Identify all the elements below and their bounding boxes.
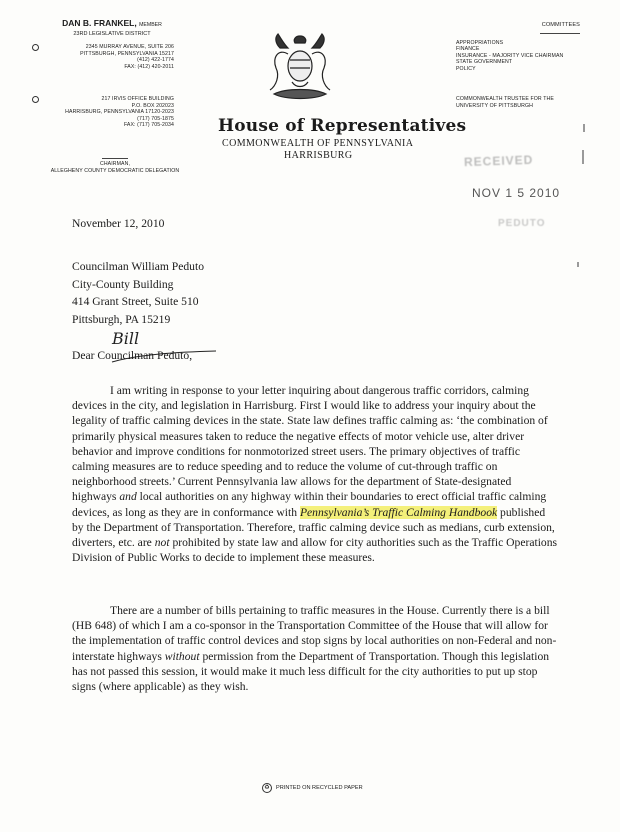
recipient-street: 414 Grant Street, Suite 510: [72, 295, 199, 308]
committee-item: STATE GOVERNMENT: [456, 59, 513, 66]
recipient-address: [72, 258, 204, 328]
capitol-office-address: [44, 96, 174, 129]
fax-line: FAX: (717) 705-2034: [123, 122, 174, 129]
stamp-received-text: RECEIVED: [463, 152, 534, 170]
chairman-block: [30, 158, 200, 174]
address-line: 2345 MURRAY AVENUE, SUITE 206: [85, 44, 174, 50]
address-line: PITTSBURGH, PENNSYLVANIA 15217: [80, 50, 174, 57]
committee-item: APPROPRIATIONS: [456, 39, 504, 46]
received-stamp: [458, 152, 568, 242]
recipient-name: Councilman William Peduto: [72, 260, 204, 273]
p1-text-end: prohibited by state law and allow for city authorities such as the Traffic Operations Division of Public Works to decide to implement these measures.: [72, 536, 558, 565]
fax-line: FAX: (412) 420-2011: [124, 63, 174, 70]
p1-text-middle: local authorities on any highway within their boundaries to erect official traffic calming devices, as long as they are in conformance with: [72, 490, 547, 519]
letter-date: November 12, 2010: [72, 217, 165, 230]
trustee-line: COMMONWEALTH TRUSTEE FOR THE: [456, 96, 554, 102]
scan-mark: [583, 124, 585, 132]
committee-item: POLICY: [456, 65, 476, 72]
divider: [540, 33, 580, 34]
phone-line: (412) 422-1774: [137, 57, 174, 64]
salutation: Dear Councilman Peduto,: [72, 349, 193, 362]
highlighted-handbook-title: Pennsylvania’s Traffic Calming Handbook: [299, 505, 498, 519]
stamp-office-text: PEDUTO: [498, 218, 546, 229]
letterhead-commonwealth: COMMONWEALTH OF PENNSYLVANIA: [222, 138, 414, 149]
member-header: DAN B. FRANKEL, MEMBER 23RD LEGISLATIVE DISTRICT: [42, 18, 182, 38]
p1-text: I am writing in response to your letter inquiring about dangerous traffic corridors, calming devices in the city, and legislation in Harrisburg. First I would like to address your inquiry about the legality of traffic calming devices in the state. State law defines traffic calming as: ‘the combination of primarily physical measures taken to reduce the negative effects of motor vehicle use, alter driver behavior and improve conditions for nonmotorized street users. The primary objectives of traffic calming measures are to reduce speeding and to reduce the volume of cut-through traffic on neighborhood streets.’ Current Pennsylvania law allows for the department of State-designated highways: [72, 384, 548, 504]
p2-text: There are a number of bills pertaining to traffic measures in the House. Currently there is a bill (HB 648) of which I am a co-sponsor in the Transportation Committee of the House that will allow for the implementation of traffic control devices and stop signs by local authorities on non-Federal and non-interstate highways: [72, 604, 557, 663]
divider: [102, 158, 128, 159]
committees-list: [456, 40, 586, 73]
trustee-block: [456, 96, 586, 109]
committees-heading: COMMITTEES: [541, 22, 580, 28]
pennsylvania-seal-icon: [262, 30, 338, 110]
p1-emphasis-and: and: [119, 490, 137, 504]
address-line: 217 IRVIS OFFICE BUILDING: [101, 96, 174, 102]
recipient-city: Pittsburgh, PA 15219: [72, 312, 171, 326]
phone-line: (717) 705-1875: [137, 115, 174, 122]
chairman-title: CHAIRMAN,: [99, 161, 130, 167]
p2-text-after: permission from the Department of Transportation. Though this legislation has not passed this session, it would make it much less difficult for the city authorities to put up stop signs (where applicable) as they wish.: [72, 649, 550, 694]
footer-text: PRINTED ON RECYCLED PAPER: [276, 785, 363, 791]
p1-text-after: published by the Department of Transportation. Therefore, traffic calming device such as medians, curb extension, diverters, etc. are: [72, 505, 555, 550]
recycle-icon: ♻: [262, 783, 272, 793]
address-line: P.O. BOX 202023: [131, 102, 174, 109]
committee-item: FINANCE: [456, 46, 480, 53]
member-name: DAN B. FRANKEL: [62, 18, 135, 28]
letterhead-title: House of Representatives: [218, 116, 467, 136]
address-line: HARRISBURG, PENNSYLVANIA 17120-2023: [65, 109, 174, 116]
recipient-building: City-County Building: [72, 277, 174, 291]
stamp-date: NOV 1 5 2010: [472, 186, 561, 200]
p2-emphasis-without: without: [164, 649, 200, 663]
district-office-address: [44, 44, 174, 70]
trustee-line: UNIVERSITY OF PITTSBURGH: [456, 102, 533, 109]
office-bullet-icon: [32, 96, 39, 103]
body-paragraph-1: [72, 383, 558, 565]
committees-block: [456, 22, 586, 73]
footer: [262, 783, 363, 793]
scan-mark: [582, 150, 584, 164]
body-paragraph-2: [72, 603, 558, 694]
letterhead-city: HARRISBURG: [284, 150, 353, 161]
handwritten-note: Bill: [112, 329, 140, 348]
committee-item: INSURANCE - MAJORITY VICE CHAIRMAN: [456, 52, 564, 59]
legislative-district: 23RD LEGISLATIVE DISTRICT: [73, 31, 151, 37]
p1-emphasis-not: not: [154, 536, 170, 550]
office-bullet-icon: [32, 44, 39, 51]
member-role: MEMBER: [139, 22, 162, 28]
scan-mark: [577, 262, 579, 267]
delegation-name: ALLEGHENY COUNTY DEMOCRATIC DELEGATION: [50, 167, 180, 174]
